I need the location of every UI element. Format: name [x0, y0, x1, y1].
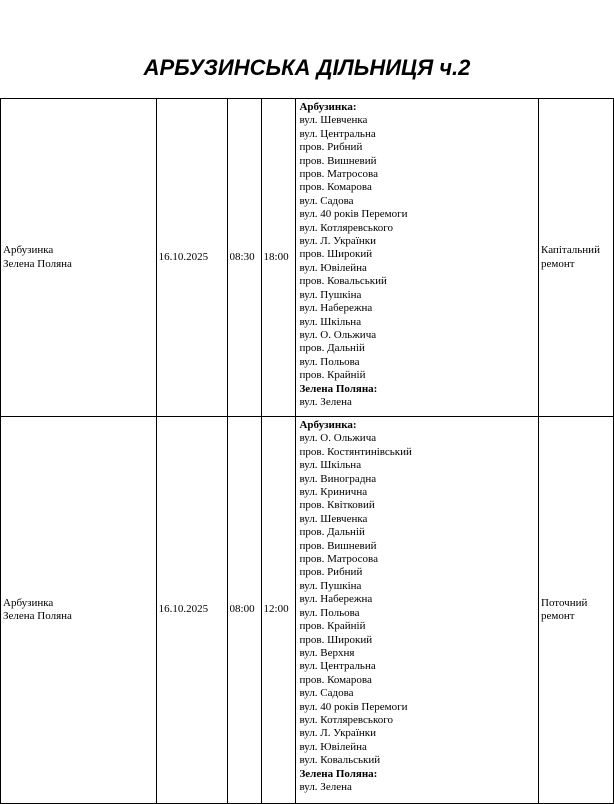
page-title: АРБУЗИНСЬКА ДІЛЬНИЦЯ ч.2 [143, 55, 471, 80]
street-item: пров. Крайній [299, 620, 366, 633]
street-item: вул. О. Ольжича [299, 432, 377, 445]
street-item: вул. 40 років Перемоги [299, 208, 408, 221]
street-item: вул. Набережна [299, 593, 373, 606]
street-item: вул. Л. Українки [299, 727, 376, 740]
work-type-line: ремонт [541, 610, 575, 622]
street-item: пров. Широкий [299, 633, 373, 646]
street-item: пров. Вишневий [299, 154, 377, 167]
street-item: пров. Рибний [299, 141, 363, 154]
street-item: вул. Котляревського [299, 713, 393, 726]
street-item: вул. Шевченка [299, 114, 368, 127]
street-item: пров. Вишневий [299, 539, 377, 552]
settlement-line: Арбузинка [3, 596, 54, 609]
street-item: пров. Квітковий [299, 499, 375, 512]
street-item: пров. Комарова [299, 673, 372, 686]
street-item: вул. Центральна [299, 660, 376, 673]
work-type-line: Поточний [541, 596, 588, 609]
street-item: вул. Ювілейна [299, 740, 367, 753]
street-item: пров. Крайній [299, 369, 366, 382]
settlement-heading: Зелена Поляна: [299, 767, 378, 780]
street-item: вул. Кринична [299, 486, 368, 499]
table-row [1, 99, 614, 417]
work-type-line: Капітальний [541, 244, 600, 257]
street-item: вул. Пушкіна [299, 579, 362, 592]
street-item: пров. Костянтинівський [299, 445, 412, 458]
work-type-cell [539, 417, 614, 804]
street-item: вул. Верхня [299, 646, 355, 659]
street-item: пров. Матросова [299, 553, 378, 566]
street-item: вул. Польова [299, 606, 360, 619]
streets-cell [296, 417, 539, 804]
street-item: вул. Шевченка [299, 512, 368, 525]
street-item: пров. Матросова [299, 168, 378, 181]
street-item: вул. Зелена [299, 780, 352, 793]
settlement-heading: Зелена Поляна: [299, 382, 378, 395]
street-item: пров. Дальній [299, 342, 365, 355]
street-item: пров. Рибний [299, 566, 363, 579]
street-item: вул. Польова [299, 355, 360, 368]
streets-cell [296, 99, 539, 417]
start-time-cell: 08:00 [227, 417, 261, 804]
street-item: вул. Л. Українки [299, 235, 376, 248]
street-item: пров. Комарова [299, 181, 372, 194]
table-row [1, 417, 614, 804]
street-item: вул. Пушкіна [299, 288, 362, 301]
street-item: вул. Садова [299, 687, 354, 700]
settlement-heading: Арбузинка: [299, 101, 357, 113]
outage-schedule-table [0, 98, 614, 804]
work-type-line: ремонт [541, 257, 575, 270]
street-item: вул. Садова [299, 194, 354, 207]
work-type-cell [539, 99, 614, 417]
settlement-heading: Арбузинка: [299, 419, 357, 431]
street-item: вул. Шкільна [299, 459, 362, 472]
settlement-cell [1, 99, 157, 417]
street-item: вул. Центральна [299, 127, 376, 140]
street-item: вул. Шкільна [299, 315, 362, 328]
date-cell: 16.10.2025 [156, 99, 227, 417]
street-item: вул. Ковальський [299, 754, 381, 767]
settlement-line: Зелена Поляна [3, 610, 72, 622]
street-item: вул. Ювілейна [299, 261, 367, 274]
end-time-cell: 12:00 [261, 417, 296, 804]
date-cell: 16.10.2025 [156, 417, 227, 804]
street-item: вул. Котляревського [299, 221, 393, 234]
street-item: вул. Виноградна [299, 472, 377, 485]
street-item: вул. О. Ольжича [299, 328, 377, 341]
street-item: пров. Широкий [299, 248, 373, 261]
street-item: пров. Дальній [299, 526, 365, 539]
settlement-line: Арбузинка [3, 244, 54, 257]
street-item: вул. Зелена [299, 395, 352, 408]
street-item: пров. Ковальський [299, 275, 387, 288]
start-time-cell: 08:30 [227, 99, 261, 417]
street-item: вул. Набережна [299, 302, 373, 315]
end-time-cell: 18:00 [261, 99, 296, 417]
street-item: вул. 40 років Перемоги [299, 700, 408, 713]
settlement-cell [1, 417, 157, 804]
settlement-line: Зелена Поляна [3, 257, 72, 270]
